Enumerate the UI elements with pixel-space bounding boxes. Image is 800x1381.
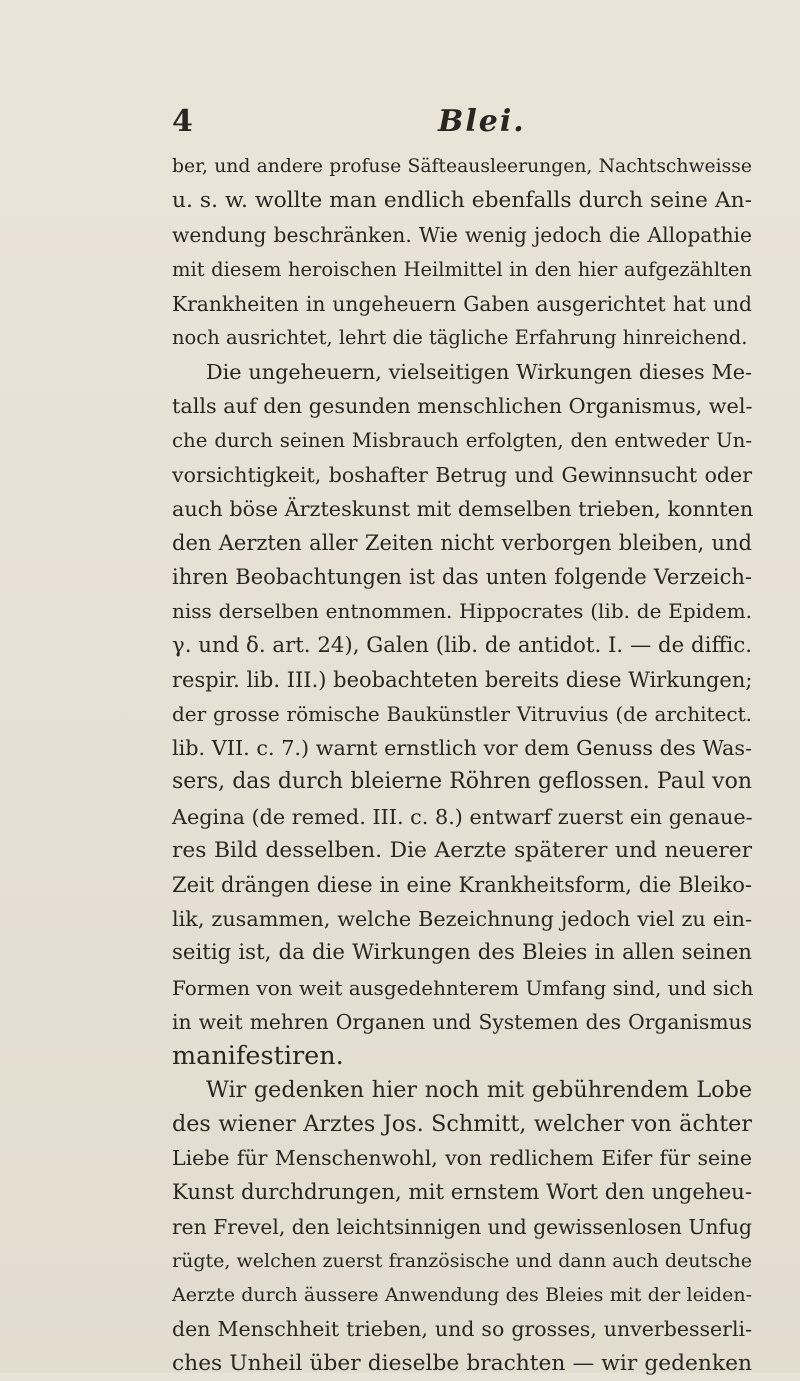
page-header [0,104,800,144]
text-line: den Menschheit trieben, und so grosses, unverbesserli- [172,1317,752,1342]
text-line: ren Frevel, den leichtsinnigen und gewissenlosen Unfug [172,1214,752,1239]
text-line: talls auf den gesunden menschlichen Organismus, wel- [172,394,753,419]
text-line: res Bild desselben. Die Aerzte späterer und neuerer [172,837,752,863]
text-line: noch ausrichtet, lehrt die tägliche Erfahrung hinreichend. [172,325,748,349]
text-line: der grosse römische Baukünstler Vitruvius (de architect. [172,702,752,726]
text-line: des wiener Arztes Jos. Schmitt, welcher von ächter [172,1111,752,1138]
text-line: wendung beschränken. Wie wenig jedoch die Allopathie [172,223,752,248]
text-line: in weit mehren Organen und Systemen des Organismus [172,1009,752,1034]
body-text [172,150,752,1381]
text-line: u. s. w. wollte man endlich ebenfalls durch seine An- [172,188,752,214]
text-line: Kunst durchdrungen, mit ernstem Wort den ungeheu- [172,1179,753,1205]
text-line: seitig ist, da die Wirkungen des Bleies in allen seinen [172,940,752,966]
text-line: niss derselben entnommen. Hippocrates (lib. de Epidem. [172,599,752,624]
text-line: auch böse Ärzteskunst mit demselben trieben, konnten [172,496,754,521]
text-line: Zeit drängen diese in eine Krankheitsform, die Bleiko- [172,872,752,897]
text-line: Liebe für Menschenwohl, von redlichem Eifer für seine [172,1146,752,1171]
page-number: 4 [172,104,193,139]
text-line: γ. und δ. art. 24), Galen (lib. de antidot. I. — de diffic. [172,632,752,658]
text-line: lik, zusammen, welche Bezeichnung jedoch viel zu ein- [172,907,752,932]
text-line: den Aerzten aller Zeiten nicht verborgen bleiben, und [172,531,752,556]
text-line: ches Unheil über dieselbe brachten — wir gedenken [172,1350,752,1376]
text-line: ber, und andere profuse Säfteausleerungen, Nachtschweisse [172,156,752,177]
text-line: lib. VII. c. 7.) warnt ernstlich vor dem Genuss des Was- [172,736,752,761]
text-line: Aegina (de remed. III. c. 8.) entwarf zuerst ein genaue- [172,804,753,829]
text-line: Krankheiten in ungeheuern Gaben ausgerichtet hat und [172,291,752,316]
text-line: Formen von weit ausgedehnterem Umfang sind, und sich [172,975,754,1000]
text-line: manifestiren. [172,1040,344,1071]
text-line: ihren Beobachtungen ist das unten folgende Verzeich- [172,565,752,590]
text-line: rügte, welchen zuerst französische und dann auch deutsche [172,1250,752,1272]
running-title: Blei. [438,104,526,139]
text-line: mit diesem heroischen Heilmittel in den hier aufgezählten [172,257,752,281]
text-line: sers, das durch bleierne Röhren geflossen. Paul von [172,769,752,795]
text-line: vorsichtigkeit, boshafter Betrug und Gewinnsucht oder [172,462,752,487]
text-line: Die ungeheuern, vielseitigen Wirkungen dieses Me- [206,360,752,385]
text-line: che durch seinen Misbrauch erfolgten, den entweder Un- [172,428,752,452]
text-line: respir. lib. III.) beobachteten bereits diese Wirkungen; [172,667,753,692]
text-line: Wir gedenken hier noch mit gebührendem Lobe [206,1077,752,1104]
text-line: Aerzte durch äussere Anwendung des Bleies mit der leiden- [172,1284,752,1307]
